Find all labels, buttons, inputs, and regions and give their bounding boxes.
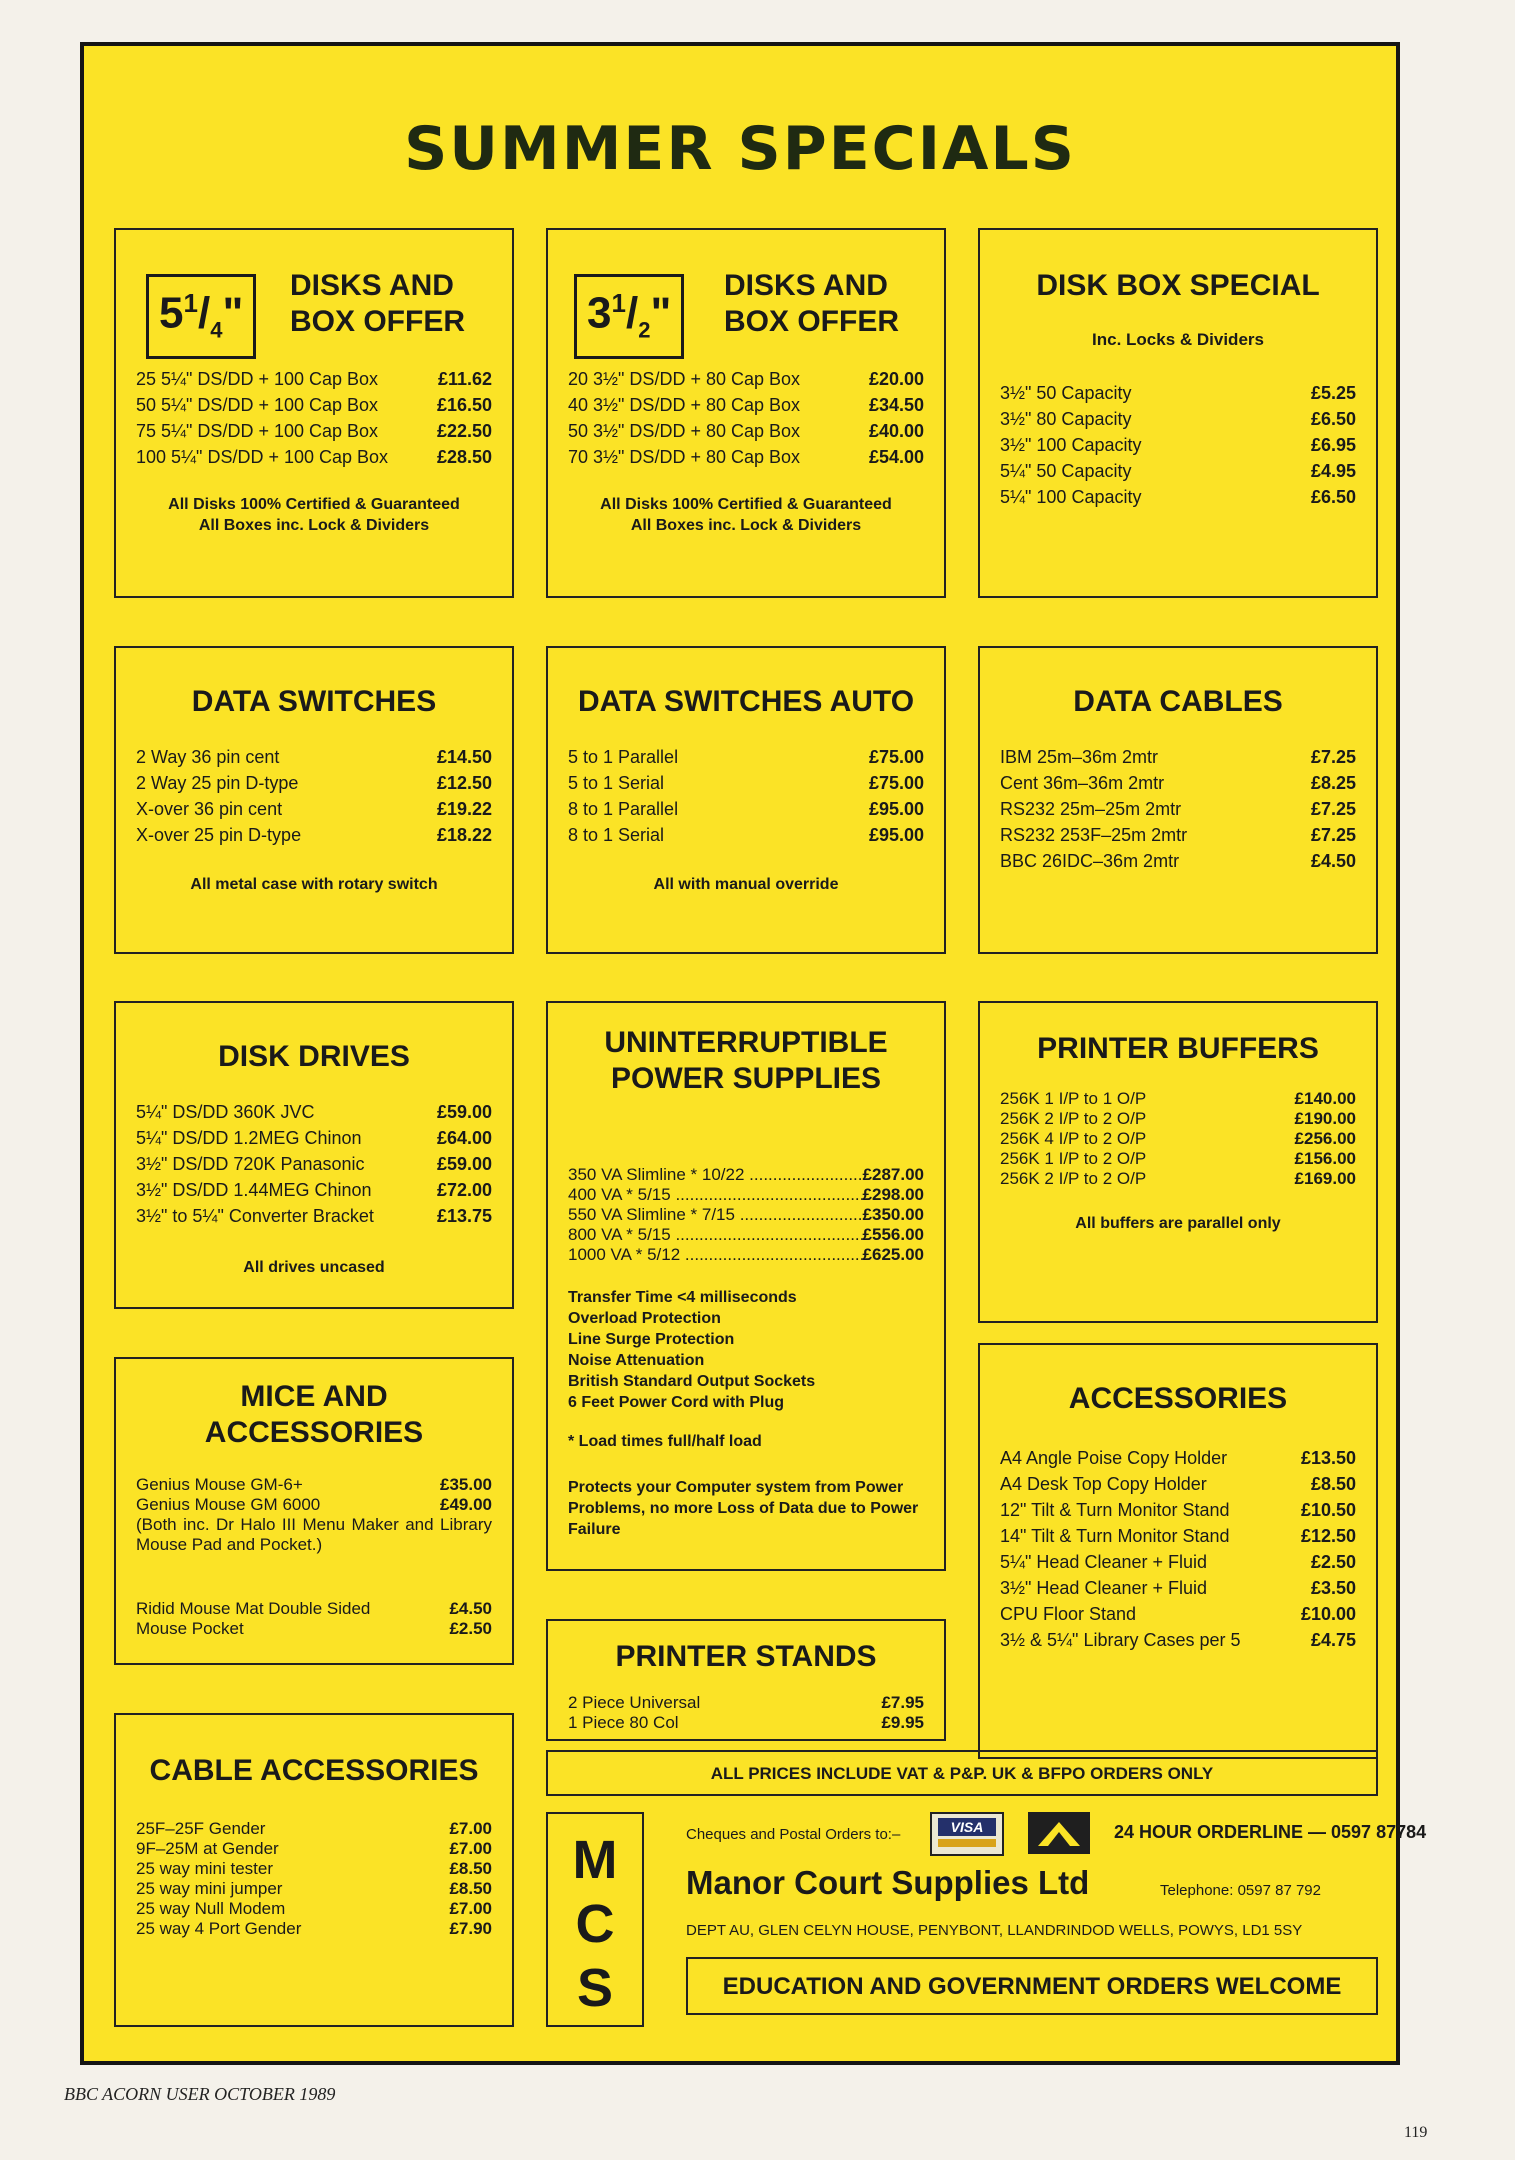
item-description: 25 way mini jumper	[136, 1879, 283, 1898]
note: All metal case with rotary switch	[190, 876, 438, 893]
box-title: CABLE ACCESSORIES	[149, 1754, 479, 1787]
item-price: £4.75	[1310, 1630, 1356, 1650]
item-description: 25 way Null Modem	[136, 1899, 286, 1918]
ups-feature: Noise Attenuation	[568, 1352, 705, 1369]
orderline: 24 HOUR ORDERLINE — 0597 87784	[1114, 1822, 1427, 1842]
item-description: 256K 2 I/P to 2 O/P	[1000, 1169, 1147, 1188]
item-description: 256K 2 I/P to 2 O/P	[1000, 1109, 1147, 1128]
item-price: £6.50	[1310, 487, 1356, 507]
price-row	[1000, 1523, 1356, 1549]
item-description: Genius Mouse GM-6+	[136, 1475, 303, 1494]
item-description: 20 3½" DS/DD + 80 Cap Box	[568, 369, 801, 389]
item-price: £4.95	[1310, 461, 1356, 481]
box-title: PRINTER BUFFERS	[1037, 1032, 1319, 1065]
price-row	[136, 1859, 492, 1879]
item-price: £16.50	[436, 395, 492, 415]
item-price: £64.00	[436, 1128, 492, 1148]
item-price: £14.50	[436, 747, 492, 767]
price-row	[136, 1099, 492, 1125]
box-disk-box-special	[978, 228, 1378, 598]
item-description: 550 VA Slimline * 7/15 .....	[568, 1205, 863, 1225]
item-description: 9F–25M at Gender	[136, 1839, 279, 1858]
access-logo	[1028, 1812, 1090, 1854]
box-title: DISKS AND BOX OFFER	[724, 269, 900, 338]
box-disks-525	[114, 228, 514, 598]
item-price: £19.22	[436, 799, 492, 819]
price-row	[1000, 796, 1356, 822]
item-price: £49.00	[440, 1495, 492, 1514]
price-row	[1000, 822, 1356, 848]
price-row	[136, 1125, 492, 1151]
price-row	[136, 744, 492, 770]
company-name: Manor Court Supplies Ltd	[686, 1864, 1090, 1901]
item-price: £12.50	[1300, 1526, 1356, 1546]
price-row	[136, 1879, 492, 1899]
item-price: £4.50	[1310, 851, 1356, 871]
ups-protects: Protects your Computer system from Power Problems, no more Loss of Data due to Power Failure	[568, 1479, 919, 1538]
box-title: ACCESSORIES	[1068, 1382, 1288, 1415]
item-description: 5¼" DS/DD 360K JVC	[136, 1102, 315, 1122]
item-price: £9.95	[881, 1713, 924, 1732]
telephone: Telephone: 0597 87 792	[1160, 1882, 1321, 1899]
item-description: RS232 25m–25m 2mtr	[1000, 799, 1182, 819]
note: All Disks 100% Certified & Guaranteed All Boxes inc. Lock & Dividers	[168, 496, 460, 534]
item-price: £3.50	[1310, 1578, 1356, 1598]
item-price: £5.25	[1310, 383, 1356, 403]
item-description: 1 Piece 80 Col	[568, 1713, 679, 1732]
item-price: £287.00	[862, 1165, 924, 1184]
item-price: £95.00	[868, 799, 924, 819]
price-row	[136, 1819, 492, 1839]
item-description: 25F–25F Gender	[136, 1819, 266, 1838]
ups-feature: 6 Feet Power Cord with Plug	[568, 1394, 785, 1411]
price-row	[136, 1151, 492, 1177]
item-price: £2.50	[1310, 1552, 1356, 1572]
item-price: £2.50	[449, 1619, 492, 1638]
box-title: DATA SWITCHES AUTO	[577, 685, 915, 718]
note: All buffers are parallel only	[1075, 1215, 1281, 1232]
box-data-switches	[114, 646, 514, 954]
item-description: 2 Way 25 pin D-type	[136, 773, 299, 793]
item-price: £75.00	[868, 747, 924, 767]
box-accessories	[978, 1343, 1378, 1759]
price-row	[136, 1177, 492, 1203]
box-title: DATA SWITCHES	[191, 685, 437, 718]
item-description: 256K 4 I/P to 2 O/P	[1000, 1129, 1147, 1148]
ups-feature: Overload Protection	[568, 1310, 721, 1327]
item-price: £34.50	[868, 395, 924, 415]
price-row	[1000, 1445, 1356, 1471]
box-title: MICE AND ACCESSORIES	[204, 1380, 424, 1449]
item-price: £54.00	[868, 447, 924, 467]
item-description: 3½" 80 Capacity	[1000, 409, 1132, 429]
ups-feature: Transfer Time <4 milliseconds	[568, 1289, 797, 1306]
item-description: 800 VA * 5/15 .....	[568, 1225, 863, 1245]
price-row	[136, 1475, 492, 1495]
price-row	[568, 1225, 924, 1245]
item-price: £625.00	[862, 1245, 924, 1264]
item-price: £7.00	[449, 1899, 492, 1918]
item-description: 3½" 50 Capacity	[1000, 383, 1132, 403]
price-row	[136, 1839, 492, 1859]
item-description: 5¼" 50 Capacity	[1000, 461, 1132, 481]
item-description: 8 to 1 Parallel	[568, 799, 679, 819]
ups-feature: Line Surge Protection	[568, 1331, 735, 1348]
ups-footnote: * Load times full/half load	[568, 1433, 762, 1450]
price-row	[136, 770, 492, 796]
item-description: X-over 25 pin D-type	[136, 825, 302, 845]
box-printer-buffers	[978, 1001, 1378, 1323]
item-description: X-over 36 pin cent	[136, 799, 283, 819]
box-disks-35	[546, 228, 946, 598]
item-price: £59.00	[436, 1154, 492, 1174]
item-price: £13.75	[436, 1206, 492, 1226]
box-title: DISK BOX SPECIAL	[1036, 269, 1320, 302]
item-price: £75.00	[868, 773, 924, 793]
price-row	[1000, 380, 1356, 406]
item-price: £7.00	[449, 1819, 492, 1838]
item-price: £8.50	[449, 1879, 492, 1898]
box-title: DATA CABLES	[1073, 685, 1283, 718]
price-row	[1000, 432, 1356, 458]
box-title: DISKS AND BOX OFFER	[290, 269, 466, 338]
item-price: £12.50	[436, 773, 492, 793]
item-description: 75 5¼" DS/DD + 100 Cap Box	[136, 421, 379, 441]
item-description: 2 Piece Universal	[568, 1693, 701, 1712]
price-row	[136, 418, 492, 444]
item-description: 2 Way 36 pin cent	[136, 747, 280, 767]
box-disk-drives	[114, 1001, 514, 1309]
item-description: 3½" DS/DD 720K Panasonic	[136, 1154, 365, 1174]
item-price: £28.50	[436, 447, 492, 467]
price-row	[1000, 1627, 1356, 1653]
price-row	[1000, 406, 1356, 432]
item-price: £256.00	[1294, 1129, 1356, 1148]
advert-sheet	[80, 42, 1427, 2065]
mcs-logo-box	[546, 1812, 644, 2027]
price-row	[568, 770, 924, 796]
item-price: £95.00	[868, 825, 924, 845]
box-subtitle: Inc. Locks & Dividers	[1092, 330, 1264, 349]
item-price: £7.00	[449, 1839, 492, 1858]
item-price: £190.00	[1294, 1109, 1356, 1128]
access-card-icon	[1028, 1812, 1090, 1854]
item-price: £140.00	[1294, 1089, 1356, 1108]
item-price: £40.00	[868, 421, 924, 441]
vat-banner: ALL PRICES INCLUDE VAT & P&P. UK & BFPO ORDERS ONLY	[546, 1750, 1378, 1796]
ups-feature: British Standard Output Sockets	[568, 1373, 816, 1390]
item-description: 1000 VA * 5/12 .....	[568, 1245, 863, 1265]
price-row	[1000, 484, 1356, 510]
mcs-logo: M C S	[572, 1830, 618, 2018]
price-row	[1000, 1601, 1356, 1627]
price-row	[1000, 1089, 1356, 1109]
cheques-text: Cheques and Postal Orders to:–	[686, 1826, 901, 1843]
item-description: 5¼" Head Cleaner + Fluid	[1000, 1552, 1208, 1572]
price-row	[568, 1245, 924, 1265]
item-description: 25 5¼" DS/DD + 100 Cap Box	[136, 369, 379, 389]
item-description: 3½ & 5¼" Library Cases per 5	[1000, 1630, 1241, 1650]
box-data-cables	[978, 646, 1378, 954]
price-row	[136, 1899, 492, 1919]
box-data-switches-auto	[546, 646, 946, 954]
box-cable-accessories	[114, 1713, 514, 2027]
price-row	[568, 392, 924, 418]
price-row	[136, 392, 492, 418]
price-row	[1000, 1169, 1356, 1189]
price-row	[1000, 848, 1356, 874]
item-description: 100 5¼" DS/DD + 100 Cap Box	[136, 447, 389, 467]
price-row	[568, 744, 924, 770]
item-description: 5¼" DS/DD 1.2MEG Chinon	[136, 1128, 362, 1148]
item-price: £8.50	[1310, 1474, 1356, 1494]
item-price: £169.00	[1294, 1169, 1356, 1188]
item-price: £35.00	[440, 1475, 492, 1494]
box-printer-stands	[546, 1619, 946, 1741]
price-row	[568, 366, 924, 392]
item-description: 50 3½" DS/DD + 80 Cap Box	[568, 421, 801, 441]
item-description: IBM 25m–36m 2mtr	[1000, 747, 1159, 767]
price-row	[1000, 458, 1356, 484]
note: All drives uncased	[243, 1259, 385, 1276]
price-row	[568, 1713, 924, 1733]
item-description: 25 way mini tester	[136, 1859, 273, 1878]
note: All with manual override	[653, 876, 839, 893]
item-price: £556.00	[862, 1225, 924, 1244]
item-price: £18.22	[436, 825, 492, 845]
item-description: Genius Mouse GM 6000	[136, 1495, 321, 1514]
item-price: £20.00	[868, 369, 924, 389]
price-row	[1000, 1109, 1356, 1129]
box-ups	[546, 1001, 946, 1571]
item-description: Mouse Pocket	[136, 1619, 244, 1638]
item-description: 3½" Head Cleaner + Fluid	[1000, 1578, 1208, 1598]
item-description: 400 VA * 5/15 .....	[568, 1185, 863, 1205]
edu-banner: EDUCATION AND GOVERNMENT ORDERS WELCOME	[686, 1957, 1378, 2015]
item-price: £59.00	[436, 1102, 492, 1122]
item-description: 14" Tilt & Turn Monitor Stand	[1000, 1526, 1230, 1546]
box-title: DISK DRIVES	[218, 1040, 410, 1073]
address: DEPT AU, GLEN CELYN HOUSE, PENYBONT, LLANDRINDOD WELLS, POWYS, LD1 5SY	[686, 1922, 1303, 1939]
item-price: £298.00	[862, 1185, 924, 1204]
item-price: £10.00	[1300, 1604, 1356, 1624]
item-description: BBC 26IDC–36m 2mtr	[1000, 851, 1180, 871]
mice-paren-note: (Both inc. Dr Halo III Menu Maker and Library Mouse Pad and Pocket.)	[136, 1515, 492, 1554]
item-description: 50 5¼" DS/DD + 100 Cap Box	[136, 395, 379, 415]
item-description: 350 VA Slimline * 10/22 .....	[568, 1165, 863, 1185]
item-price: £8.50	[449, 1859, 492, 1878]
price-row	[568, 1185, 924, 1205]
item-price: £156.00	[1294, 1149, 1356, 1168]
price-row	[1000, 1575, 1356, 1601]
price-row	[136, 1619, 492, 1639]
price-row	[1000, 744, 1356, 770]
price-row	[1000, 1471, 1356, 1497]
ups-features	[568, 1287, 924, 1413]
badge-35: $3^1/_2$"	[574, 274, 684, 359]
visa-logo: VISA	[930, 1812, 1004, 1856]
price-row	[1000, 1549, 1356, 1575]
item-description: 5¼" 100 Capacity	[1000, 487, 1142, 507]
note: All Disks 100% Certified & Guaranteed All Boxes inc. Lock & Dividers	[600, 496, 892, 534]
price-row	[568, 418, 924, 444]
price-row	[568, 796, 924, 822]
item-description: 70 3½" DS/DD + 80 Cap Box	[568, 447, 801, 467]
item-price: £6.50	[1310, 409, 1356, 429]
item-price: £7.95	[881, 1693, 924, 1712]
price-row	[1000, 770, 1356, 796]
item-description: Cent 36m–36m 2mtr	[1000, 773, 1165, 793]
page-number: 119	[1404, 2124, 1428, 2141]
item-description: Ridid Mouse Mat Double Sided	[136, 1599, 371, 1618]
price-row	[136, 444, 492, 470]
item-description: 3½" DS/DD 1.44MEG Chinon	[136, 1180, 372, 1200]
item-price: £350.00	[862, 1205, 924, 1224]
item-description: 25 way 4 Port Gender	[136, 1919, 302, 1938]
item-description: A4 Angle Poise Copy Holder	[1000, 1448, 1228, 1468]
price-row	[1000, 1129, 1356, 1149]
price-row	[136, 1599, 492, 1619]
item-description: 8 to 1 Serial	[568, 825, 665, 845]
item-price: £7.25	[1310, 825, 1356, 845]
publication-footer: BBC ACORN USER OCTOBER 1989	[64, 2084, 336, 2104]
price-row	[136, 822, 492, 848]
price-row	[568, 1165, 924, 1185]
price-row	[136, 366, 492, 392]
price-row	[568, 444, 924, 470]
item-price: £22.50	[436, 421, 492, 441]
price-row	[568, 1205, 924, 1225]
item-description: 256K 1 I/P to 2 O/P	[1000, 1149, 1147, 1168]
item-description: 5 to 1 Serial	[568, 773, 665, 793]
item-price: £7.90	[449, 1919, 492, 1938]
item-price: £13.50	[1300, 1448, 1356, 1468]
item-price: £7.25	[1310, 799, 1356, 819]
box-title: UNINTERRUPTIBLE POWER SUPPLIES	[604, 1026, 888, 1095]
box-mice	[114, 1357, 514, 1665]
price-row	[136, 1203, 492, 1229]
item-price: £4.50	[449, 1599, 492, 1618]
price-row	[568, 1693, 924, 1713]
item-price: £10.50	[1300, 1500, 1356, 1520]
price-row	[568, 822, 924, 848]
item-description: 3½" 100 Capacity	[1000, 435, 1142, 455]
item-price: £11.62	[437, 369, 492, 389]
price-row	[1000, 1497, 1356, 1523]
item-price: £7.25	[1310, 747, 1356, 767]
item-description: RS232 253F–25m 2mtr	[1000, 825, 1188, 845]
price-row	[136, 1495, 492, 1515]
item-description: 256K 1 I/P to 1 O/P	[1000, 1089, 1147, 1108]
price-row	[136, 796, 492, 822]
item-description: 3½" to 5¼" Converter Bracket	[136, 1206, 374, 1226]
price-row	[136, 1919, 492, 1939]
item-description: 40 3½" DS/DD + 80 Cap Box	[568, 395, 801, 415]
box-title: PRINTER STANDS	[615, 1640, 877, 1673]
price-row	[1000, 1149, 1356, 1169]
item-description: 5 to 1 Parallel	[568, 747, 679, 767]
badge-525: $5^1/_4$"	[146, 274, 256, 359]
headline: SUMMER SPECIALS	[404, 114, 1076, 184]
item-price: £8.25	[1310, 773, 1356, 793]
item-description: A4 Desk Top Copy Holder	[1000, 1474, 1207, 1494]
item-price: £72.00	[436, 1180, 492, 1200]
item-description: CPU Floor Stand	[1000, 1604, 1137, 1624]
item-price: £6.95	[1310, 435, 1356, 455]
item-description: 12" Tilt & Turn Monitor Stand	[1000, 1500, 1230, 1520]
